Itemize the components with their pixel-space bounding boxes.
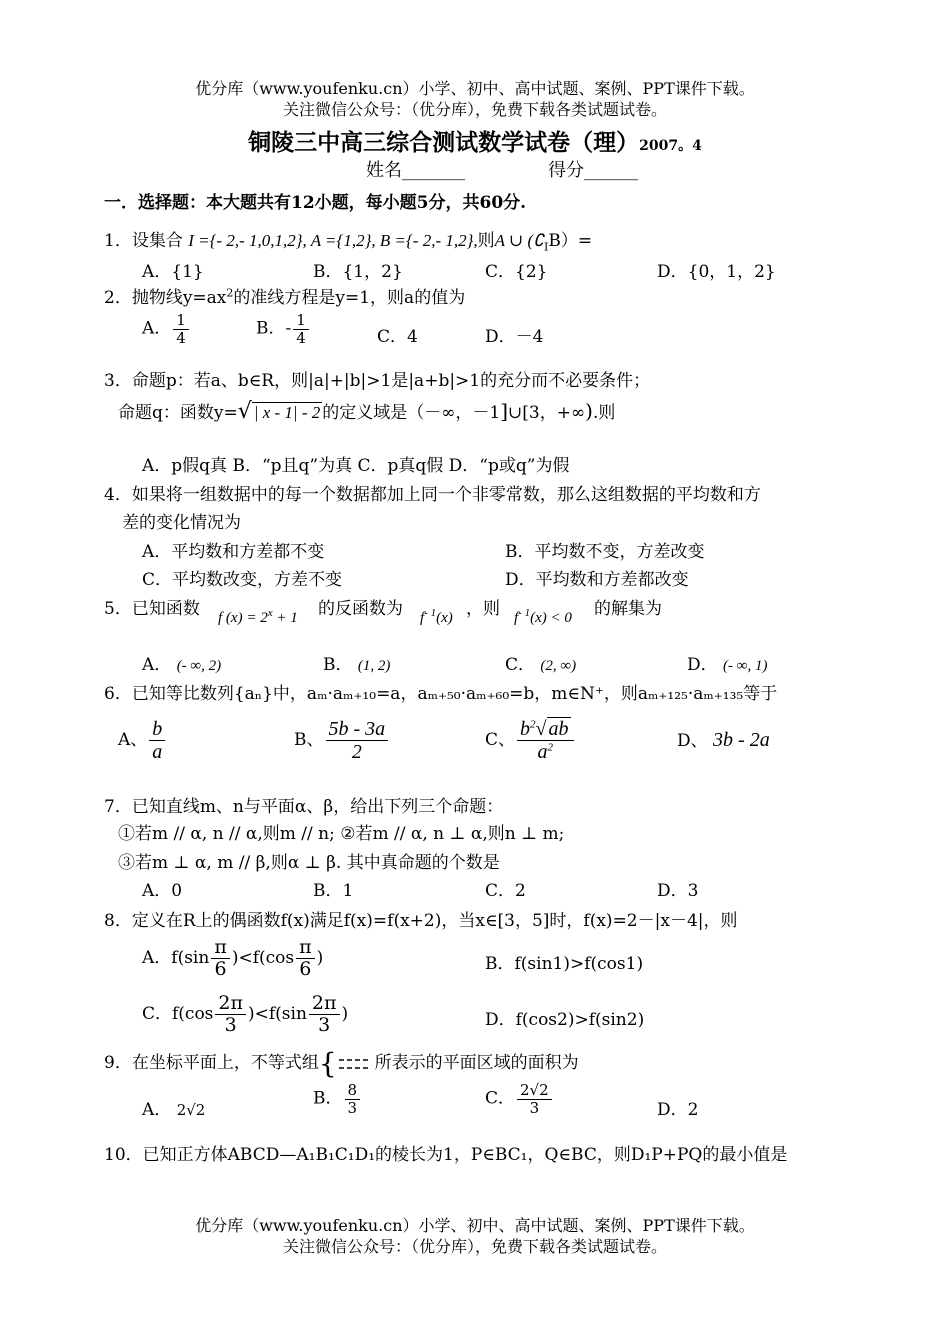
q8-c-part3: )	[341, 1003, 349, 1024]
q5-f2-sup: - 1	[424, 607, 437, 619]
header-line-2: 关注微信公众号：（优分库），免费下载各类试题试卷。	[282, 100, 667, 119]
name-label: 姓名_______	[366, 160, 465, 181]
q5-function	[218, 607, 298, 627]
q5-f2-end: (x)	[436, 610, 453, 626]
q8-a-fraction-1	[211, 937, 230, 980]
fraction-numerator: 5b - 3a	[326, 718, 389, 741]
q5-f1: f (x) = 2	[218, 610, 268, 626]
question-7: 7．已知直线m、n与平面α、β，给出下列三个命题：	[104, 797, 504, 817]
q5-option-d-value: (- ∞, 1)	[723, 658, 768, 674]
fraction-numerator: 1	[173, 312, 189, 330]
question-9	[104, 1047, 579, 1080]
q2-option-b-fraction	[293, 312, 309, 346]
fraction-numerator: b	[149, 718, 165, 741]
q2-option-c: C．4	[377, 327, 418, 347]
q1-option-d: D．{0，1，2}	[657, 262, 776, 282]
q9-option-c	[485, 1082, 554, 1116]
q9-option-c-fraction	[517, 1082, 552, 1116]
fraction-denominator	[535, 741, 557, 763]
q7-line-2: ①若m // α, n // α,则m // n; ②若m // α, n ⊥ α,则n ⊥ m;	[118, 824, 565, 844]
q2-option-d: D．－4	[485, 327, 544, 347]
q2-stem-end: 的准线方程是y=1，则a的值为	[233, 288, 466, 308]
q2-option-a-label: A．	[142, 318, 172, 339]
q9-option-b	[313, 1082, 362, 1116]
q8-c-part2: )<f(sin	[248, 1003, 307, 1024]
fraction-denominator: a	[152, 741, 163, 763]
q5-inverse-function	[420, 607, 453, 627]
q5-option-a	[142, 650, 221, 675]
q3-line-2a: 命题q：函数y=	[118, 403, 238, 423]
q5-option-b-value: (1, 2)	[357, 658, 391, 674]
q6-option-d	[677, 726, 770, 752]
q6-option-a	[118, 718, 167, 763]
q9-option-a	[142, 1095, 205, 1120]
q5-f1-sup: x	[267, 607, 273, 619]
q9-option-a-label: A．	[142, 1100, 172, 1120]
question-2	[104, 283, 465, 308]
q3-options: A．p假q真 B．“p且q”为真 C．p真q假 D．“p或q”为假	[142, 456, 570, 476]
q2-stem-sup: 2	[226, 286, 234, 300]
q6-c-den-sup: 2	[547, 741, 553, 754]
q5-f3-end: (x) < 0	[530, 610, 572, 626]
header-line-1: 优分库（www.youfenku.cn）小学、初中、高中试题、案例、PPT课件下载。	[195, 79, 755, 98]
q4-line-2: 差的变化情况为	[122, 513, 241, 533]
q6-option-a-fraction	[149, 718, 165, 763]
question-3: 3．命题p：若a、b∈R，则|a|+|b|>1是|a+b|>1的充分而不必要条件；	[104, 371, 651, 391]
q5-option-d-label: D．	[687, 655, 718, 675]
q2-option-a	[142, 312, 191, 346]
sqrt-sign: √	[535, 718, 547, 740]
q7-option-c: C．2	[485, 881, 526, 901]
q6-option-c-label: C、	[485, 730, 516, 750]
q6-option-c	[485, 718, 576, 763]
fraction-denominator: 3	[224, 1013, 237, 1036]
q5-solution-label: 的解集为	[594, 599, 662, 619]
q9-option-b-label: B．	[313, 1088, 343, 1109]
fraction-numerator: 2π	[215, 993, 246, 1015]
q3-radicand: | x - 1| - 2	[253, 403, 321, 422]
q5-inverse-label: 的反函数为	[318, 599, 403, 619]
q2-option-b-label: B．	[256, 318, 286, 339]
q3-line-2d: ∪[3，+∞	[508, 403, 586, 423]
q7-option-d: D．3	[657, 881, 699, 901]
q8-c-fraction-1	[215, 993, 246, 1036]
question-5-stem: 5．已知函数	[104, 599, 200, 619]
q9-option-a-value: 2√2	[176, 1101, 206, 1119]
q8-a-part1: A．f(sin	[142, 947, 210, 968]
q9-stem-a: 9．在坐标平面上，不等式组	[104, 1053, 319, 1073]
q8-option-d: D．f(cos2)>f(sin2)	[485, 1010, 645, 1030]
q6-c-root: ab	[548, 718, 569, 740]
fraction-numerator	[517, 718, 573, 741]
q1-expr: A ∪ (∁	[494, 231, 544, 250]
q5-option-d	[687, 650, 767, 675]
q2-stem: 2．抛物线y=ax	[104, 288, 227, 308]
q8-c-part1: C．f(cos	[142, 1003, 214, 1024]
q5-option-b-label: B．	[323, 655, 353, 675]
q6-option-d-value: 3b - 2a	[713, 729, 770, 751]
question-1	[104, 226, 592, 253]
q3-line-2f: .则	[592, 403, 616, 423]
q1-option-a: A．{1}	[142, 262, 204, 282]
exam-date: 2007。4	[639, 138, 702, 154]
sqrt-sign: √	[237, 399, 252, 424]
q4-option-d: D．平均数和方差都改变	[505, 570, 689, 590]
score-label: 得分______	[548, 160, 638, 181]
q8-a-part2: )<f(cos	[231, 947, 295, 968]
q5-option-a-value: (- ∞, 2)	[176, 658, 222, 674]
q6-option-d-label: D、	[677, 731, 708, 751]
fraction-numerator: 2π	[309, 993, 340, 1015]
question-8: 8．定义在R上的偶函数f(x)满足f(x)=f(x+2)，当x∈[3，5]时，f(x)=2－|x－4|，则	[104, 911, 738, 931]
q2-option-b	[256, 312, 311, 346]
q6-option-b-label: B、	[294, 730, 324, 750]
question-6: 6．已知等比数列{aₙ}中，aₘ·aₘ₊₁₀=a，aₘ₊₅₀·aₘ₊₆₀=b，m∈N⁺，则aₘ₊₁₂₅·aₘ₊₁₃₅等于	[104, 684, 778, 704]
q6-option-c-fraction	[517, 718, 573, 763]
q3-line-2b: 的定义域是（－∞，－1	[322, 403, 501, 423]
q3-paren: )	[585, 399, 593, 423]
exam-title	[0, 124, 950, 157]
q9-option-b-fraction	[345, 1082, 361, 1116]
fraction-denominator: 6	[214, 957, 227, 980]
fraction-numerator: 1	[293, 312, 309, 330]
q1-sets: I ={- 2,- 1,0,1,2}, A ={1,2}, B ={- 2,- 1,2},	[188, 231, 478, 250]
q1-option-b: B．{1，2}	[313, 262, 403, 282]
q5-inequality	[514, 607, 572, 627]
q9-stem-b: 所表示的平面区域的面积为	[374, 1053, 579, 1073]
q8-a-part3: )	[316, 947, 324, 968]
q5-f3-sup: - 1	[518, 607, 531, 619]
q9-option-c-label: C．	[485, 1088, 516, 1109]
q1-expr-sub: I	[543, 240, 549, 254]
fraction-denominator: 3	[529, 1098, 540, 1117]
q7-line-3: ③若m ⊥ α, m // β,则α ⊥ β. 其中真命题的个数是	[118, 853, 500, 873]
fraction-numerator: 2√2	[517, 1082, 552, 1100]
q6-option-b-fraction	[326, 718, 389, 763]
fraction-denominator: 4	[176, 328, 186, 347]
inequality-system-brace-icon: {	[318, 1047, 337, 1080]
q6-option-a-label: A、	[118, 730, 148, 750]
q8-c-fraction-2	[309, 993, 340, 1036]
q3-line-2	[118, 398, 615, 424]
question-4: 4．如果将一组数据中的每一个数据都加上同一个非零常数，那么这组数据的平均数和方	[104, 485, 761, 505]
q6-option-b	[294, 718, 390, 763]
fraction-denominator: 3	[318, 1013, 331, 1036]
exam-title-text: 铜陵三中高三综合测试数学试卷（理）	[248, 129, 640, 156]
fraction-denominator: 3	[347, 1098, 358, 1117]
section-heading: 一．选择题：本大题共有12小题，每小题5分，共60分.	[104, 193, 527, 213]
footer-line-2: 关注微信公众号：（优分库），免费下载各类试题试卷。	[282, 1237, 667, 1256]
footer-line-1: 优分库（www.youfenku.cn）小学、初中、高中试题、案例、PPT课件下载。	[195, 1216, 755, 1235]
q5-option-c	[505, 650, 576, 675]
q4-option-a: A．平均数和方差都不变	[142, 542, 325, 562]
q4-option-b: B．平均数不变，方差改变	[505, 542, 705, 562]
q8-option-c	[142, 993, 348, 1036]
q1-stem: 1．设集合	[104, 231, 183, 251]
fraction-numerator: 8	[345, 1082, 361, 1100]
q6-c-sup: 2	[530, 718, 536, 731]
fraction-numerator: π	[296, 937, 315, 959]
q1-expr-end: B）=	[548, 231, 593, 251]
fraction-denominator: 2	[351, 741, 362, 763]
fraction-numerator: π	[211, 937, 230, 959]
q2-option-a-fraction	[173, 312, 189, 346]
q5-option-c-label: C．	[505, 655, 536, 675]
q5-option-b	[323, 650, 390, 675]
q8-a-fraction-2	[296, 937, 315, 980]
q3-bracket: ]	[500, 399, 509, 423]
q5-f3: f	[514, 610, 519, 626]
fraction-denominator: 4	[296, 328, 306, 347]
q6-c-b: b	[520, 718, 531, 740]
q8-option-b: B．f(sin1)>f(cos1)	[485, 954, 644, 974]
q5-f1-end: + 1	[272, 610, 298, 626]
q7-option-a: A．0	[142, 881, 183, 901]
q5-option-a-label: A．	[142, 655, 172, 675]
q9-option-d: D．2	[657, 1100, 699, 1120]
q6-c-den: a	[537, 741, 548, 763]
q8-option-a	[142, 937, 323, 980]
q4-option-c: C．平均数改变，方差不变	[142, 570, 343, 590]
inequality-system-icon	[337, 1054, 375, 1074]
q7-option-b: B．1	[313, 881, 354, 901]
q5-f2: f	[420, 610, 425, 626]
q1-then: 则	[477, 231, 495, 251]
fraction-denominator: 6	[299, 957, 312, 980]
q1-option-c: C．{2}	[485, 262, 548, 282]
q5-then: ，则	[466, 599, 500, 619]
q2-option-b-sign: -	[285, 318, 292, 339]
question-10: 10．已知正方体ABCD—A₁B₁C₁D₁的棱长为1，P∈BC₁，Q∈BC，则D₁P+PQ的最小值是	[104, 1145, 788, 1165]
q5-option-c-value: (2, ∞)	[540, 658, 577, 674]
